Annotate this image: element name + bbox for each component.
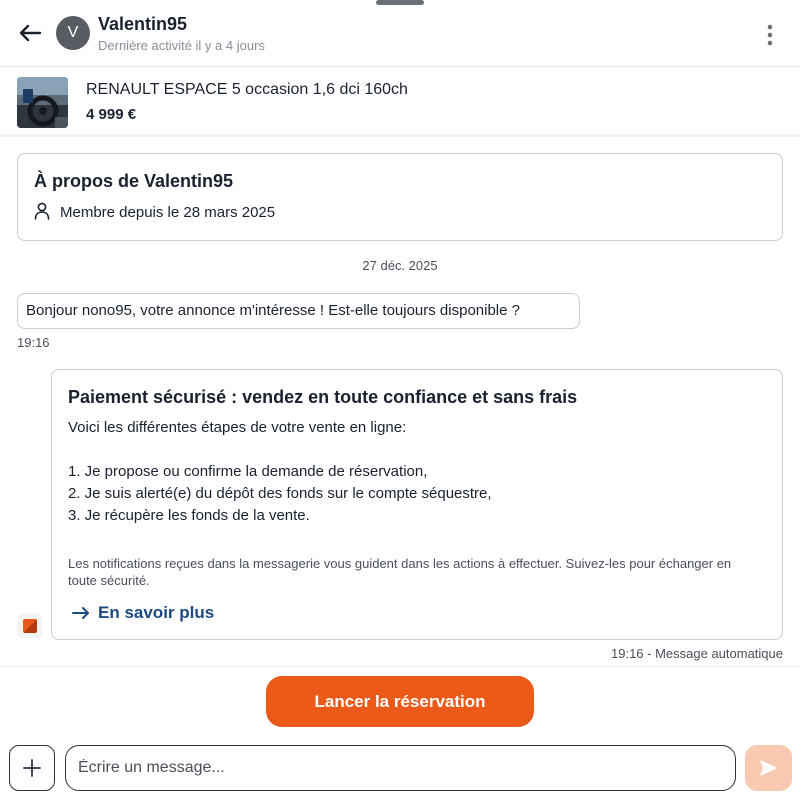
incoming-message-time: 19:16: [17, 335, 50, 350]
listing-summary[interactable]: [0, 67, 800, 137]
step-item: 1. Je propose ou confirme la demande de réservation,: [68, 463, 428, 480]
divider: [0, 666, 800, 667]
back-arrow-icon[interactable]: [16, 18, 46, 48]
brand-logo-icon: [23, 619, 37, 633]
automatic-message-time: 19:16 - Message automatique: [611, 646, 783, 661]
send-button[interactable]: [745, 745, 792, 791]
arrow-right-icon: [72, 606, 90, 620]
incoming-message-bubble: Bonjour nono95, votre annonce m'intéresse ! Est-elle toujours disponible ?: [17, 293, 580, 329]
secure-payment-title: Paiement sécurisé : vendez en toute confiance et sans frais: [68, 387, 578, 407]
learn-more-link[interactable]: [72, 603, 214, 623]
learn-more-label[interactable]: En savoir plus: [98, 603, 215, 622]
date-separator: 27 déc. 2025: [362, 258, 438, 273]
secure-payment-steps: [68, 461, 492, 527]
last-activity-text: Dernière activité il y a 4 jours: [98, 38, 265, 53]
secure-payment-intro: Voici les différentes étapes de votre vente en ligne:: [68, 419, 407, 436]
bot-avatar: [18, 614, 42, 638]
car-interior-image: [17, 77, 68, 128]
add-attachment-button[interactable]: [9, 745, 55, 791]
listing-title[interactable]: RENAULT ESPACE 5 occasion 1,6 dci 160ch: [86, 81, 408, 98]
user-name[interactable]: Valentin95: [98, 14, 188, 34]
plus-icon: [22, 758, 42, 778]
message-input[interactable]: [65, 745, 736, 791]
send-icon: [759, 759, 779, 777]
secure-payment-note: Les notifications reçues dans la messagerie vous guident dans les actions à effectuer. Suivez-les pour échanger en toute sécurité.: [68, 556, 732, 588]
step-item: 2. Je suis alerté(e) du dépôt des fonds sur le compte séquestre,: [68, 485, 492, 502]
about-seller-card: [17, 153, 783, 241]
avatar[interactable]: V: [56, 16, 90, 50]
step-item: 3. Je récupère les fonds de la vente.: [68, 507, 310, 524]
more-vertical-icon[interactable]: [758, 20, 782, 50]
conversation-header: [0, 0, 800, 67]
about-title: À propos de Valentin95: [34, 171, 234, 191]
listing-price: 4 999 €: [86, 106, 137, 123]
user-icon: [34, 202, 50, 220]
reserve-button[interactable]: Lancer la réservation: [266, 676, 534, 727]
member-since-text: Membre depuis le 28 mars 2025: [60, 204, 276, 221]
secure-payment-card: [51, 369, 783, 640]
listing-thumbnail[interactable]: [17, 77, 68, 128]
